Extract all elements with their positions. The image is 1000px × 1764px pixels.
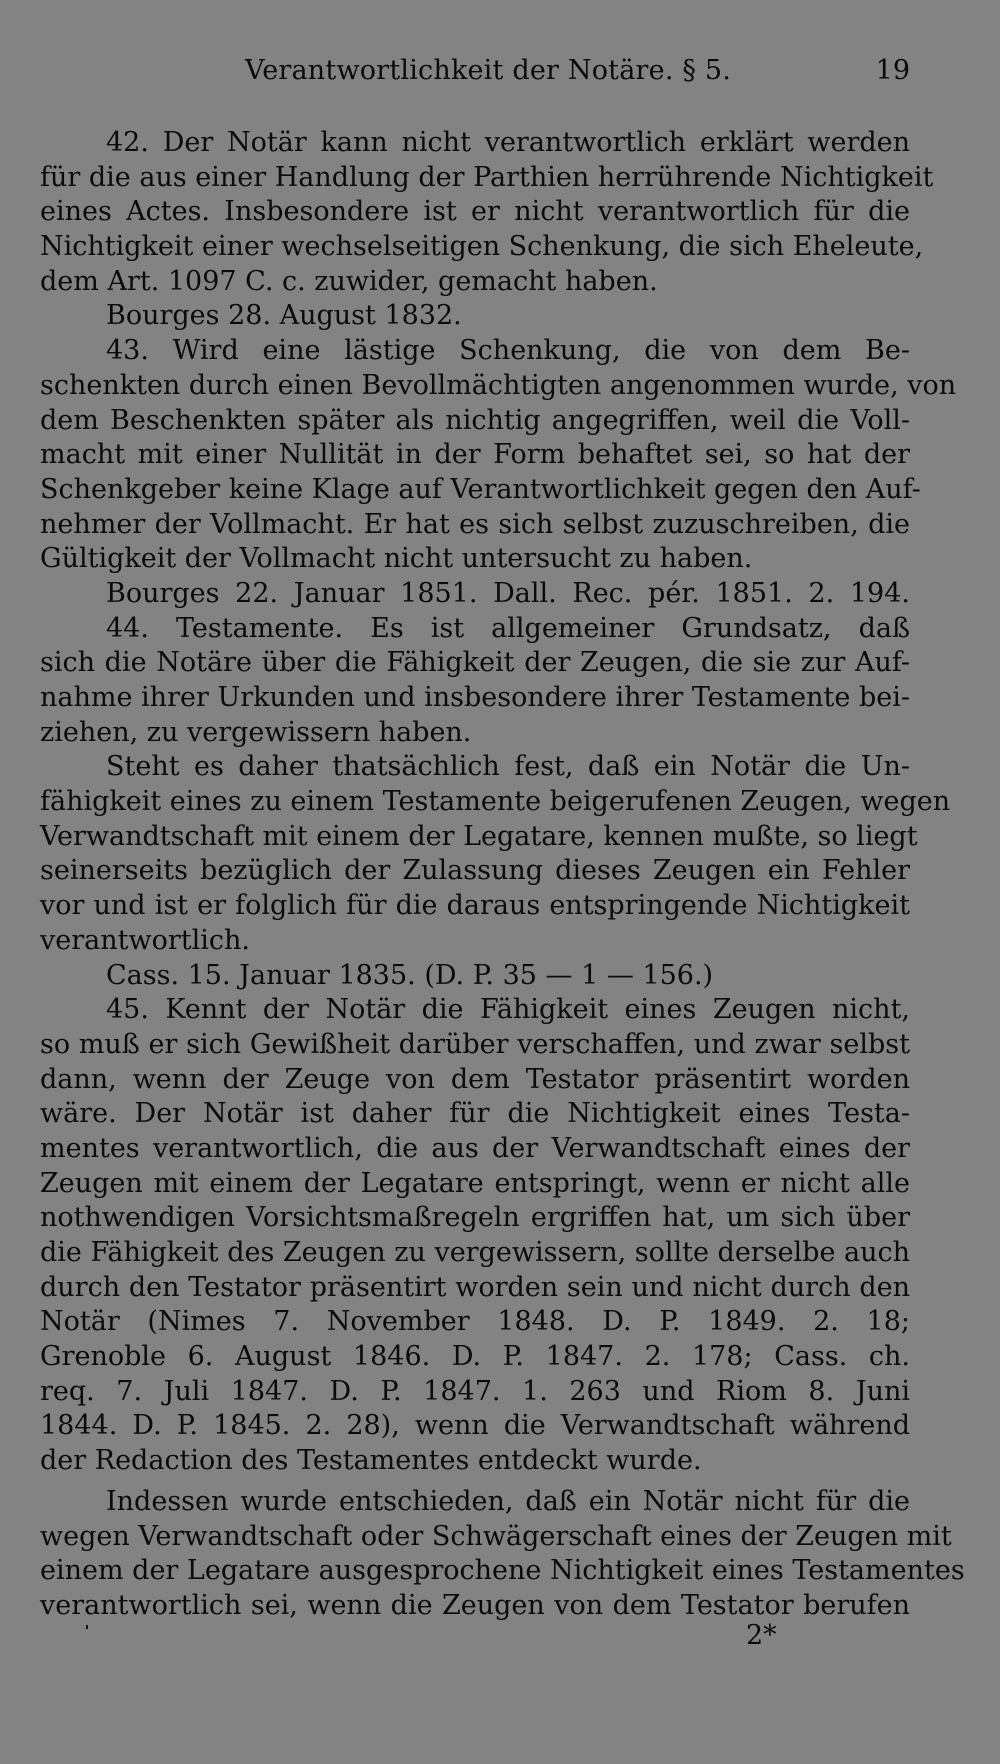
- text-line: macht mit einer Nullität in der Form behaftet sei, so hat der: [40, 439, 910, 471]
- text-line: Bourges 22. Januar 1851. Dall. Rec. pér. 1851. 2. 194.: [106, 577, 910, 609]
- text-line: 43. Wird eine lästige Schenkung, die von dem Be-: [106, 335, 910, 367]
- body-text: [40, 126, 965, 1624]
- text-line: wegen Verwandtschaft oder Schwägerschaft eines der Zeugen mit: [40, 1520, 952, 1552]
- text-line: Verwandtschaft mit einem der Legatare, kennen mußte, so liegt: [40, 820, 918, 852]
- text-line: Grenoble 6. August 1846. D. P. 1847. 2. 178; Cass. ch.: [40, 1341, 910, 1373]
- text-line: sich die Notäre über die Fähigkeit der Zeugen, die sie zur Auf-: [40, 647, 910, 679]
- text-line: verantwortlich sei, wenn die Zeugen von dem Testator berufen: [40, 1589, 910, 1621]
- text-line: vor und ist er folglich für die daraus entspringende Nichtigkeit: [40, 890, 910, 922]
- text-line: seinerseits bezüglich der Zulassung dieses Zeugen ein Fehler: [40, 855, 910, 887]
- print-speck: [86, 1625, 88, 1629]
- text-line: dann, wenn der Zeuge von dem Testator präsentirt worden: [40, 1063, 910, 1095]
- text-line: eines Actes. Insbesondere ist er nicht verantwortlich für die: [40, 196, 910, 228]
- running-head: [40, 55, 910, 95]
- text-line: wäre. Der Notär ist daher für die Nichtigkeit eines Testa-: [40, 1098, 910, 1130]
- text-line: nothwendigen Vorsichtsmaßregeln ergriffen hat, um sich über: [40, 1202, 910, 1234]
- text-line: nahme ihrer Urkunden und insbesondere ihrer Testamente bei-: [40, 682, 910, 713]
- running-title: Verantwortlichkeit der Notäre. § 5.: [245, 55, 732, 86]
- signature-mark: 2*: [746, 1620, 777, 1651]
- text-line: 44. Testamente. Es ist allgemeiner Grundsatz, daß: [106, 612, 910, 644]
- text-line: Notär (Nimes 7. November 1848. D. P. 1849. 2. 18;: [40, 1306, 910, 1338]
- text-line: 1844. D. P. 1845. 2. 28), wenn die Verwandtschaft während: [40, 1410, 910, 1442]
- text-line: so muß er sich Gewißheit darüber verschaffen, und zwar selbst: [40, 1028, 910, 1060]
- text-line: Zeugen mit einem der Legatare entspringt, wenn er nicht alle: [40, 1167, 910, 1199]
- page-number: 19: [875, 55, 910, 86]
- text-line: dem Art. 1097 C. c. zuwider, gemacht haben.: [40, 265, 658, 297]
- text-line: schenkten durch einen Bevollmächtigten angenommen wurde, von: [40, 369, 957, 401]
- text-line: Steht es daher thatsächlich fest, daß ein Notär die Un-: [106, 751, 910, 783]
- text-line: die Fähigkeit des Zeugen zu vergewissern, sollte derselbe auch: [40, 1237, 911, 1268]
- text-line: Cass. 15. Januar 1835. (D. P. 35 — 1 — 156.): [106, 959, 714, 991]
- text-line: Nichtigkeit einer wechselseitigen Schenkung, die sich Eheleute,: [40, 231, 924, 263]
- text-line: dem Beschenkten später als nichtig angegriffen, weil die Voll-: [40, 404, 910, 436]
- text-line: Bourges 28. August 1832.: [106, 300, 462, 332]
- text-line: für die aus einer Handlung der Parthien herrührende Nichtigkeit: [40, 161, 934, 193]
- text-line: mentes verantwortlich, die aus der Verwandtschaft eines der: [40, 1132, 910, 1164]
- text-line: Gültigkeit der Vollmacht nicht untersucht zu haben.: [40, 543, 753, 575]
- text-line: fähigkeit eines zu einem Testamente beigerufenen Zeugen, wegen: [40, 786, 951, 818]
- text-line: durch den Testator präsentirt worden sein und nicht durch den: [40, 1271, 910, 1303]
- text-line: Schenkgeber keine Klage auf Verantwortlichkeit gegen den Auf-: [40, 473, 921, 505]
- text-line: verantwortlich.: [40, 924, 250, 956]
- text-line: der Redaction des Testamentes entdeckt wurde.: [40, 1445, 702, 1477]
- text-line: nehmer der Vollmacht. Er hat es sich selbst zuzuschreiben, die: [40, 508, 910, 540]
- text-line: 45. Kennt der Notär die Fähigkeit eines Zeugen nicht,: [106, 994, 910, 1026]
- text-line: Indessen wurde entschieden, daß ein Notär nicht für die: [106, 1485, 910, 1517]
- text-line: ziehen, zu vergewissern haben.: [40, 716, 472, 748]
- text-line: einem der Legatare ausgesprochene Nichtigkeit eines Testamentes: [40, 1555, 965, 1587]
- text-line: req. 7. Juli 1847. D. P. 1847. 1. 263 und Riom 8. Juni: [40, 1375, 910, 1407]
- text-line: 42. Der Notär kann nicht verantwortlich erklärt werden: [106, 127, 910, 158]
